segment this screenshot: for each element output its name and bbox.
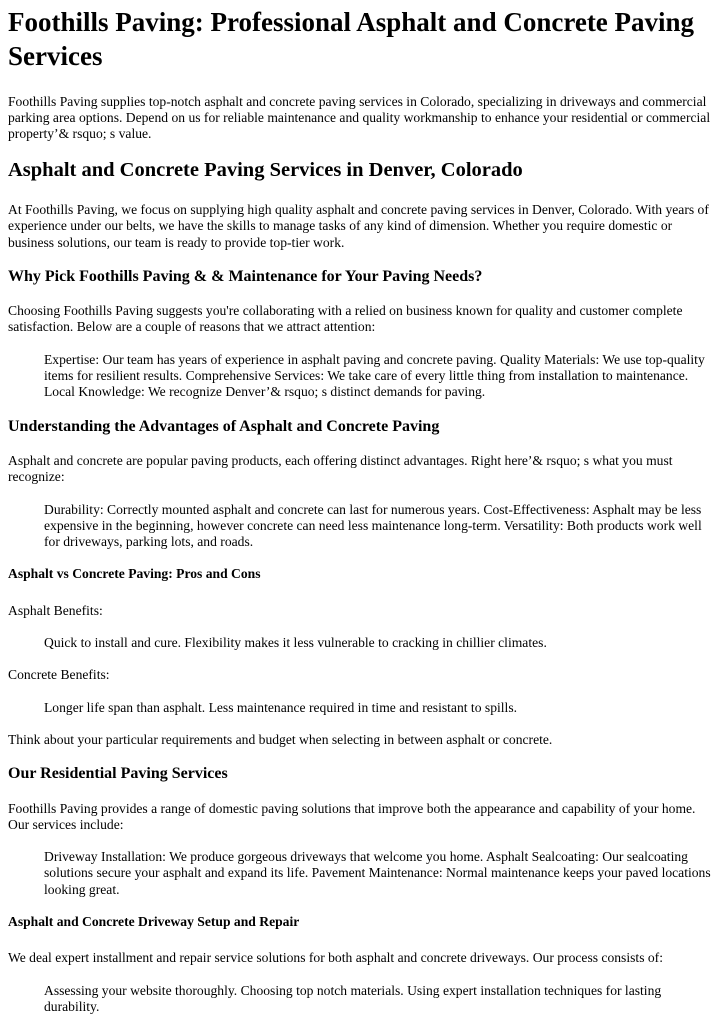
intro-paragraph: Foothills Paving supplies top-notch asphalt and concrete paving services in Colorado, specializing in driveways and commercial parking area options. Depend on us for reliable maintenance and quality workmanship to enhance your residential or commercial property’& rsquo; s value. [8, 93, 711, 142]
why-paragraph: Choosing Foothills Paving suggests you're collaborating with a relied on business known for quality and customer complete satisfaction. Below are a couple of reasons that we attract attention: [8, 303, 683, 335]
advantages-paragraph: Asphalt and concrete are popular paving products, each offering distinct advantages. Right here’& rsquo; s what you must recognize: [8, 452, 673, 485]
concrete-benefits-label: Concrete Benefits: [8, 667, 110, 683]
article [0, 6, 720, 1015]
asphalt-benefits-quote: Quick to install and cure. Flexibility makes it less vulnerable to cracking in chillier climates. [44, 635, 547, 651]
driveway-heading: Asphalt and Concrete Driveway Setup and Repair [8, 914, 300, 930]
why-heading: Why Pick Foothills Paving & & Maintenance for Your Paving Needs? [8, 267, 483, 285]
page-title: Foothills Paving: Professional Asphalt and Concrete Paving Services [8, 7, 695, 71]
denver-heading: Asphalt and Concrete Paving Services in Denver, Colorado [8, 159, 523, 182]
denver-paragraph: At Foothills Paving, we focus on supplying high quality asphalt and concrete paving services in Denver, Colorado. With years of experience under our belts, we have the skills to manage tasks of any kind of dimension. Whether you require domestic or business solutions, our team is ready to provide top-tier work. [8, 202, 709, 250]
asphalt-benefits-label: Asphalt Benefits: [8, 602, 103, 618]
driveway-quote: Assessing your website thoroughly. Choosing top notch materials. Using expert installation techniques for lasting durability. [44, 982, 662, 1015]
vs-heading: Asphalt vs Concrete Paving: Pros and Cons [8, 566, 261, 582]
residential-paragraph: Foothills Paving provides a range of domestic paving solutions that improve both the appearance and capability of your home. Our services include: [8, 800, 696, 832]
advantages-heading: Understanding the Advantages of Asphalt and Concrete Paving [8, 417, 440, 435]
why-quote: Expertise: Our team has years of experience in asphalt paving and concrete paving. Quality Materials: We use top-quality items for resilient results. Comprehensive Services: We take care of every little thing from installation to maintenance. Local Knowledge: We recognize Denver’& rsquo; s distinct demands for paving. [44, 351, 705, 400]
residential-quote: Driveway Installation: We produce gorgeous driveways that welcome you home. Asphalt Sealcoating: Our sealcoating solutions secure your asphalt and expand its life. Pavement Maintenance: Normal maintenance keeps your paved locations looking great. [44, 849, 711, 897]
driveway-paragraph: We deal expert installment and repair service solutions for both asphalt and concrete driveways. Our process consists of: [8, 950, 663, 966]
vs-closing-paragraph: Think about your particular requirements and budget when selecting in between asphalt or concrete. [8, 732, 553, 748]
concrete-benefits-quote: Longer life span than asphalt. Less maintenance required in time and resistant to spills. [44, 699, 518, 715]
residential-heading: Our Residential Paving Services [8, 765, 228, 783]
advantages-quote: Durability: Correctly mounted asphalt and concrete can last for numerous years. Cost-Effectiveness: Asphalt may be less expensive in the beginning, however concrete can need less maintenance long-term. Versatility: Both products work well for driveways, parking lots, and roads. [44, 501, 702, 550]
